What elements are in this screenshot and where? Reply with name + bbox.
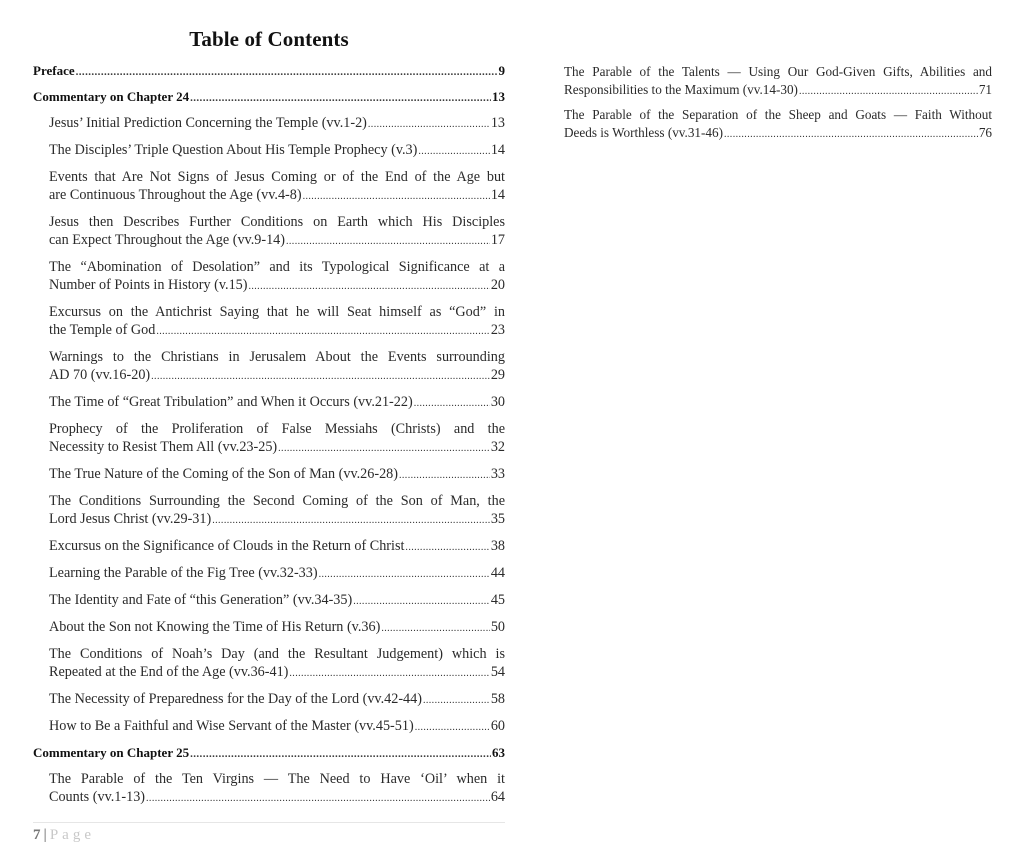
dot-leader <box>418 143 489 161</box>
dot-leader <box>381 620 490 638</box>
toc-page-number: 64 <box>490 789 505 805</box>
toc-entry-text-line: Events that Are Not Signs of Jesus Coming or of the End of the Age but <box>49 169 505 185</box>
dot-leader <box>423 692 490 710</box>
toc-page-number: 17 <box>490 232 505 248</box>
dot-leader <box>286 233 490 251</box>
dot-leader <box>278 440 490 458</box>
toc-page-number: 54 <box>490 664 505 680</box>
toc-entry-text: How to Be a Faithful and Wise Servant of the Master (vv.45-51) <box>49 718 414 734</box>
toc-entry[interactable] <box>49 465 505 485</box>
dot-leader <box>151 368 490 386</box>
toc-page-number: 20 <box>490 277 505 293</box>
toc-entry[interactable] <box>49 770 505 808</box>
toc-left-page <box>33 24 505 815</box>
toc-entry-text-line: The Parable of the Separation of the Sheep and Goats — Faith Without <box>564 107 992 122</box>
toc-entry[interactable] <box>49 393 505 413</box>
page-footer <box>33 822 505 844</box>
toc-entry-text: are Continuous Throughout the Age (vv.4-8) <box>49 187 302 203</box>
toc-entry[interactable] <box>49 213 505 251</box>
toc-entry[interactable] <box>49 591 505 611</box>
toc-entry-text: The Disciples’ Triple Question About His Temple Prophecy (v.3) <box>49 142 418 158</box>
toc-entry-text: Preface <box>33 63 75 78</box>
toc-entry[interactable] <box>49 537 505 557</box>
dot-leader <box>303 188 490 206</box>
toc-entry-text: Responsibilities to the Maximum (vv.14-30) <box>564 81 798 97</box>
toc-entry[interactable] <box>564 106 992 143</box>
toc-entry-text: Learning the Parable of the Fig Tree (vv.32-33) <box>49 565 318 581</box>
toc-entry[interactable] <box>49 690 505 710</box>
dot-leader <box>190 89 491 107</box>
dot-leader <box>353 593 490 611</box>
toc-page-number: 9 <box>498 63 505 78</box>
toc-entry-text-line: Jesus then Describes Further Conditions on Earth which His Disciples <box>49 214 505 230</box>
toc-page-number: 58 <box>490 691 505 707</box>
toc-entry[interactable] <box>49 168 505 206</box>
toc-entry-text: Counts (vv.1-13) <box>49 789 146 805</box>
toc-entry[interactable] <box>49 141 505 161</box>
toc-entry[interactable] <box>49 717 505 737</box>
toc-title: Table of Contents <box>189 27 349 51</box>
dot-leader <box>248 278 489 296</box>
dot-leader <box>190 745 491 763</box>
toc-entry-text-line: The Conditions Surrounding the Second Coming of the Son of Man, the <box>49 493 505 509</box>
toc-entry-text: About the Son not Knowing the Time of His Return (v.36) <box>49 619 381 635</box>
toc-entry-text-line: Warnings to the Christians in Jerusalem About the Events surrounding <box>49 349 505 365</box>
dot-leader <box>156 323 490 341</box>
dot-leader <box>724 126 978 144</box>
toc-entry-text-line: The “Abomination of Desolation” and its Typological Significance at a <box>49 259 505 275</box>
toc-entry-text-line: Excursus on the Antichrist Saying that he will Seat himself as “God” in <box>49 304 505 320</box>
toc-heading-entry[interactable] <box>33 744 505 763</box>
toc-page-number: 44 <box>490 565 505 581</box>
dot-leader <box>76 63 498 81</box>
toc-entry-text: Repeated at the End of the Age (vv.36-41) <box>49 664 289 680</box>
toc-entry-text: Lord Jesus Christ (vv.29-31) <box>49 511 212 527</box>
toc-page-number: 14 <box>490 142 505 158</box>
dot-leader <box>146 790 490 808</box>
page-separator: | <box>43 827 47 843</box>
toc-page-number: 38 <box>490 538 505 554</box>
dot-leader <box>414 395 490 413</box>
toc-entry-text: Excursus on the Significance of Clouds in the Return of Christ <box>49 538 405 554</box>
toc-entry[interactable] <box>49 645 505 683</box>
toc-entry-text-line: Prophecy of the Proliferation of False Messiahs (Christs) and the <box>49 421 505 437</box>
toc-entry[interactable] <box>49 564 505 584</box>
toc-heading-entry[interactable] <box>33 88 505 107</box>
toc-entry[interactable] <box>49 114 505 134</box>
toc-page-number: 63 <box>492 745 505 760</box>
toc-entry-text: Commentary on Chapter 24 <box>33 89 190 104</box>
toc-entry[interactable] <box>564 63 992 100</box>
toc-entry-text: Number of Points in History (v.15) <box>49 277 248 293</box>
toc-entry[interactable] <box>49 492 505 530</box>
toc-entry-text: Commentary on Chapter 25 <box>33 745 190 760</box>
toc-entry-text: the Temple of God <box>49 322 156 338</box>
toc-entry-text: Necessity to Resist Them All (vv.23-25) <box>49 439 278 455</box>
toc-entry-text-line: The Parable of the Ten Virgins — The Need to Have ‘Oil’ when it <box>49 771 505 787</box>
toc-entry-text: The Time of “Great Tribulation” and When it Occurs (vv.21-22) <box>49 394 413 410</box>
toc-entry-text: The True Nature of the Coming of the Son of Man (vv.26-28) <box>49 466 398 482</box>
toc-page-number: 13 <box>490 115 505 131</box>
toc-entry-text: Deeds is Worthless (vv.31-46) <box>564 124 723 140</box>
toc-entry-text: can Expect Throughout the Age (vv.9-14) <box>49 232 285 248</box>
toc-list-right <box>564 63 992 143</box>
toc-page-number: 14 <box>490 187 505 203</box>
toc-list-left <box>33 62 505 808</box>
toc-page-number: 13 <box>492 89 505 104</box>
toc-entry-text-line: The Parable of the Talents — Using Our God-Given Gifts, Abilities and <box>564 64 992 79</box>
toc-page-number: 32 <box>490 439 505 455</box>
toc-entry-text: AD 70 (vv.16-20) <box>49 367 151 383</box>
toc-right-page <box>564 63 992 149</box>
toc-entry-text: The Necessity of Preparedness for the Day of the Lord (vv.42-44) <box>49 691 422 707</box>
toc-page-number: 35 <box>490 511 505 527</box>
dot-leader <box>405 539 489 557</box>
dot-leader <box>799 83 978 101</box>
dot-leader <box>415 719 490 737</box>
toc-entry[interactable] <box>49 348 505 386</box>
toc-page-number: 45 <box>490 592 505 608</box>
dot-leader <box>289 665 489 683</box>
toc-entry-text: Jesus’ Initial Prediction Concerning the Temple (vv.1-2) <box>49 115 367 131</box>
toc-page-number: 50 <box>490 619 505 635</box>
dot-leader <box>212 512 490 530</box>
dot-leader <box>368 116 490 134</box>
toc-page-number: 71 <box>978 81 992 97</box>
toc-page-number: 29 <box>490 367 505 383</box>
toc-entry[interactable] <box>49 258 505 296</box>
toc-page-number: 30 <box>490 394 505 410</box>
page-label: Page <box>49 827 95 843</box>
page-number: 7 <box>33 827 41 843</box>
toc-entry[interactable] <box>49 420 505 458</box>
toc-page-number: 33 <box>490 466 505 482</box>
toc-entry-text-line: The Conditions of Noah’s Day (and the Resultant Judgement) which is <box>49 646 505 662</box>
dot-leader <box>399 467 490 485</box>
toc-entry[interactable] <box>49 618 505 638</box>
toc-entry-text: The Identity and Fate of “this Generation” (vv.34-35) <box>49 592 353 608</box>
toc-page-number: 60 <box>490 718 505 734</box>
toc-heading-entry[interactable] <box>33 62 505 81</box>
toc-entry[interactable] <box>49 303 505 341</box>
dot-leader <box>319 566 490 584</box>
toc-page-number: 76 <box>978 124 992 140</box>
toc-page-number: 23 <box>490 322 505 338</box>
